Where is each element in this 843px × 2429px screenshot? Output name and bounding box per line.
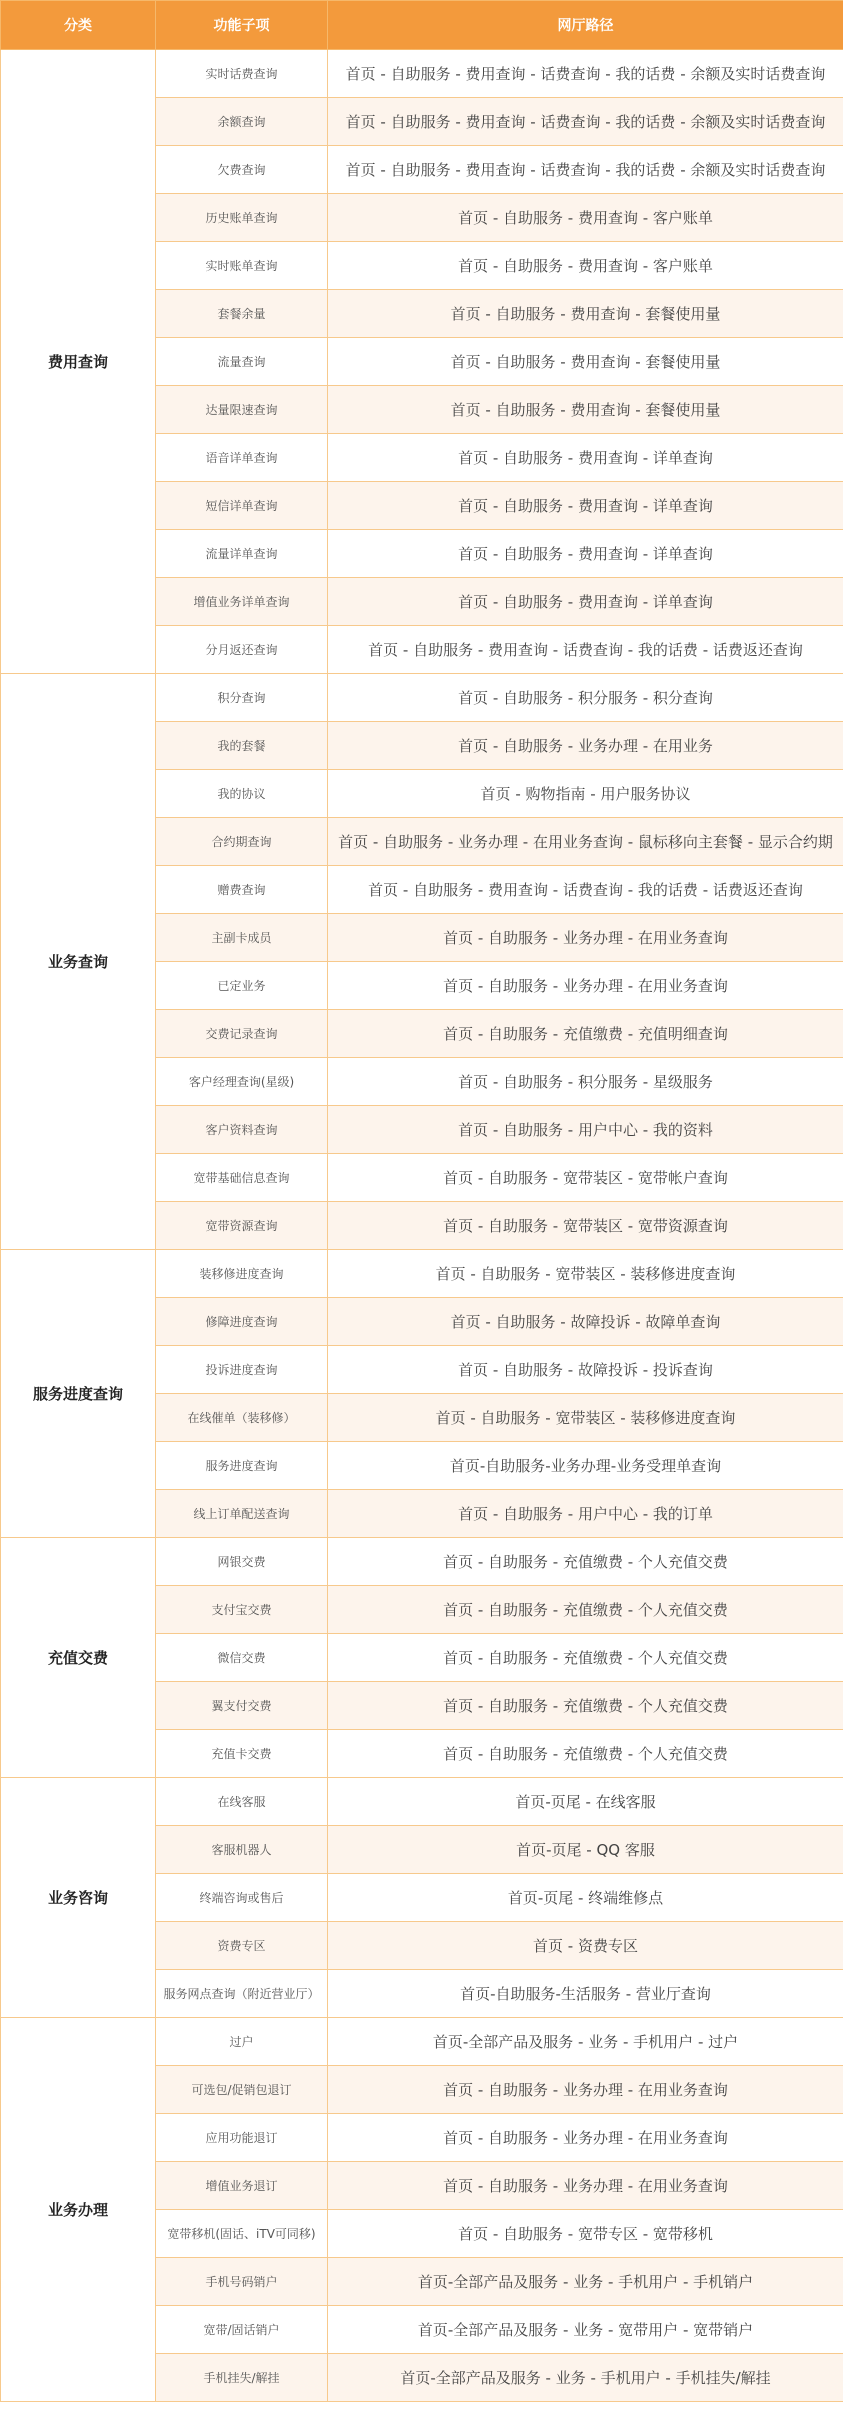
item-cell: 线上订单配送查询 bbox=[156, 1490, 328, 1538]
path-cell: 首页 - 自助服务 - 费用查询 - 话费查询 - 我的话费 - 话费返还查询 bbox=[328, 626, 843, 674]
path-cell: 首页 - 自助服务 - 充值缴费 - 个人充值交费 bbox=[328, 1730, 843, 1778]
item-cell: 装移修进度查询 bbox=[156, 1250, 328, 1298]
item-cell: 欠费查询 bbox=[156, 146, 328, 194]
category-cell: 业务查询 bbox=[1, 674, 156, 1250]
item-cell: 服务网点查询（附近营业厅） bbox=[156, 1970, 328, 2018]
item-cell: 我的协议 bbox=[156, 770, 328, 818]
path-cell: 首页-全部产品及服务 - 业务 - 手机用户 - 过户 bbox=[328, 2018, 843, 2066]
item-cell: 宽带移机(固话、iTV可同移) bbox=[156, 2210, 328, 2258]
item-cell: 主副卡成员 bbox=[156, 914, 328, 962]
path-cell: 首页 - 自助服务 - 充值缴费 - 个人充值交费 bbox=[328, 1634, 843, 1682]
item-cell: 手机号码销户 bbox=[156, 2258, 328, 2306]
path-cell: 首页 - 自助服务 - 积分服务 - 星级服务 bbox=[328, 1058, 843, 1106]
item-cell: 支付宝交费 bbox=[156, 1586, 328, 1634]
item-cell: 积分查询 bbox=[156, 674, 328, 722]
item-cell: 修障进度查询 bbox=[156, 1298, 328, 1346]
item-cell: 客户资料查询 bbox=[156, 1106, 328, 1154]
table-row bbox=[1, 1778, 843, 1826]
path-cell: 首页 - 自助服务 - 业务办理 - 在用业务查询 bbox=[328, 962, 843, 1010]
path-cell: 首页 - 资费专区 bbox=[328, 1922, 843, 1970]
table-body bbox=[1, 50, 843, 2402]
item-cell: 微信交费 bbox=[156, 1634, 328, 1682]
category-cell: 业务咨询 bbox=[1, 1778, 156, 2018]
item-cell: 宽带/固话销户 bbox=[156, 2306, 328, 2354]
item-cell: 套餐余量 bbox=[156, 290, 328, 338]
path-cell: 首页 - 自助服务 - 充值缴费 - 个人充值交费 bbox=[328, 1586, 843, 1634]
path-cell: 首页-全部产品及服务 - 业务 - 手机用户 - 手机挂失/解挂 bbox=[328, 2354, 843, 2402]
table-row bbox=[1, 2018, 843, 2066]
item-cell: 可选包/促销包退订 bbox=[156, 2066, 328, 2114]
path-cell: 首页-页尾 - 终端维修点 bbox=[328, 1874, 843, 1922]
path-cell: 首页 - 自助服务 - 费用查询 - 详单查询 bbox=[328, 530, 843, 578]
item-cell: 合约期查询 bbox=[156, 818, 328, 866]
path-cell: 首页 - 自助服务 - 宽带专区 - 宽带移机 bbox=[328, 2210, 843, 2258]
item-cell: 应用功能退订 bbox=[156, 2114, 328, 2162]
path-cell: 首页 - 自助服务 - 费用查询 - 套餐使用量 bbox=[328, 386, 843, 434]
path-cell: 首页 - 自助服务 - 充值缴费 - 充值明细查询 bbox=[328, 1010, 843, 1058]
path-cell: 首页 - 自助服务 - 宽带装区 - 宽带帐户查询 bbox=[328, 1154, 843, 1202]
path-cell: 首页 - 自助服务 - 费用查询 - 客户账单 bbox=[328, 242, 843, 290]
item-cell: 分月返还查询 bbox=[156, 626, 328, 674]
path-cell: 首页 - 购物指南 - 用户服务协议 bbox=[328, 770, 843, 818]
path-cell: 首页 - 自助服务 - 费用查询 - 套餐使用量 bbox=[328, 290, 843, 338]
path-cell: 首页 - 自助服务 - 费用查询 - 客户账单 bbox=[328, 194, 843, 242]
item-cell: 在线客服 bbox=[156, 1778, 328, 1826]
item-cell: 我的套餐 bbox=[156, 722, 328, 770]
item-cell: 网银交费 bbox=[156, 1538, 328, 1586]
path-cell: 首页-自助服务-生活服务 - 营业厅查询 bbox=[328, 1970, 843, 2018]
path-cell: 首页 - 自助服务 - 宽带装区 - 装移修进度查询 bbox=[328, 1250, 843, 1298]
path-cell: 首页 - 自助服务 - 费用查询 - 详单查询 bbox=[328, 578, 843, 626]
path-cell: 首页 - 自助服务 - 费用查询 - 话费查询 - 我的话费 - 余额及实时话费查询 bbox=[328, 98, 843, 146]
item-cell: 终端咨询或售后 bbox=[156, 1874, 328, 1922]
table-row bbox=[1, 1250, 843, 1298]
path-cell: 首页 - 自助服务 - 充值缴费 - 个人充值交费 bbox=[328, 1538, 843, 1586]
item-cell: 赠费查询 bbox=[156, 866, 328, 914]
item-cell: 流量详单查询 bbox=[156, 530, 328, 578]
table-row bbox=[1, 50, 843, 98]
path-cell: 首页-页尾 - QQ 客服 bbox=[328, 1826, 843, 1874]
table-header-row bbox=[1, 1, 843, 50]
category-cell: 服务进度查询 bbox=[1, 1250, 156, 1538]
item-cell: 手机挂失/解挂 bbox=[156, 2354, 328, 2402]
item-cell: 短信详单查询 bbox=[156, 482, 328, 530]
item-cell: 服务进度查询 bbox=[156, 1442, 328, 1490]
item-cell: 翼支付交费 bbox=[156, 1682, 328, 1730]
header-path: 网厅路径 bbox=[328, 1, 843, 50]
path-cell: 首页-页尾 - 在线客服 bbox=[328, 1778, 843, 1826]
table-row bbox=[1, 674, 843, 722]
path-cell: 首页 - 自助服务 - 宽带装区 - 装移修进度查询 bbox=[328, 1394, 843, 1442]
item-cell: 实时话费查询 bbox=[156, 50, 328, 98]
category-cell: 业务办理 bbox=[1, 2018, 156, 2402]
item-cell: 过户 bbox=[156, 2018, 328, 2066]
item-cell: 增值业务退订 bbox=[156, 2162, 328, 2210]
path-cell: 首页 - 自助服务 - 业务办理 - 在用业务查询 bbox=[328, 2114, 843, 2162]
path-cell: 首页 - 自助服务 - 充值缴费 - 个人充值交费 bbox=[328, 1682, 843, 1730]
path-cell: 首页 - 自助服务 - 业务办理 - 在用业务查询 bbox=[328, 914, 843, 962]
path-cell: 首页 - 自助服务 - 费用查询 - 话费查询 - 我的话费 - 余额及实时话费查询 bbox=[328, 50, 843, 98]
item-cell: 流量查询 bbox=[156, 338, 328, 386]
item-cell: 已定业务 bbox=[156, 962, 328, 1010]
path-cell: 首页 - 自助服务 - 业务办理 - 在用业务 bbox=[328, 722, 843, 770]
item-cell: 投诉进度查询 bbox=[156, 1346, 328, 1394]
table-row bbox=[1, 1538, 843, 1586]
item-cell: 历史账单查询 bbox=[156, 194, 328, 242]
path-cell: 首页 - 自助服务 - 积分服务 - 积分查询 bbox=[328, 674, 843, 722]
item-cell: 资费专区 bbox=[156, 1922, 328, 1970]
path-cell: 首页 - 自助服务 - 用户中心 - 我的资料 bbox=[328, 1106, 843, 1154]
path-cell: 首页-全部产品及服务 - 业务 - 手机用户 - 手机销户 bbox=[328, 2258, 843, 2306]
path-cell: 首页 - 自助服务 - 费用查询 - 套餐使用量 bbox=[328, 338, 843, 386]
path-cell: 首页 - 自助服务 - 费用查询 - 详单查询 bbox=[328, 434, 843, 482]
item-cell: 在线催单（装移修） bbox=[156, 1394, 328, 1442]
path-cell: 首页 - 自助服务 - 故障投诉 - 故障单查询 bbox=[328, 1298, 843, 1346]
path-cell: 首页 - 自助服务 - 业务办理 - 在用业务查询 - 鼠标移向主套餐 - 显示合约期 bbox=[328, 818, 843, 866]
item-cell: 语音详单查询 bbox=[156, 434, 328, 482]
item-cell: 交费记录查询 bbox=[156, 1010, 328, 1058]
path-cell: 首页 - 自助服务 - 费用查询 - 话费查询 - 我的话费 - 话费返还查询 bbox=[328, 866, 843, 914]
item-cell: 达量限速查询 bbox=[156, 386, 328, 434]
category-cell: 充值交费 bbox=[1, 1538, 156, 1778]
item-cell: 增值业务详单查询 bbox=[156, 578, 328, 626]
item-cell: 宽带资源查询 bbox=[156, 1202, 328, 1250]
header-item: 功能子项 bbox=[156, 1, 328, 50]
path-cell: 首页 - 自助服务 - 故障投诉 - 投诉查询 bbox=[328, 1346, 843, 1394]
item-cell: 充值卡交费 bbox=[156, 1730, 328, 1778]
path-cell: 首页 - 自助服务 - 宽带装区 - 宽带资源查询 bbox=[328, 1202, 843, 1250]
path-cell: 首页-全部产品及服务 - 业务 - 宽带用户 - 宽带销户 bbox=[328, 2306, 843, 2354]
category-cell: 费用查询 bbox=[1, 50, 156, 674]
item-cell: 余额查询 bbox=[156, 98, 328, 146]
path-cell: 首页 - 自助服务 - 费用查询 - 详单查询 bbox=[328, 482, 843, 530]
item-cell: 客服机器人 bbox=[156, 1826, 328, 1874]
path-cell: 首页-自助服务-业务办理-业务受理单查询 bbox=[328, 1442, 843, 1490]
header-category: 分类 bbox=[1, 1, 156, 50]
path-cell: 首页 - 自助服务 - 业务办理 - 在用业务查询 bbox=[328, 2066, 843, 2114]
path-cell: 首页 - 自助服务 - 用户中心 - 我的订单 bbox=[328, 1490, 843, 1538]
item-cell: 客户经理查询(星级) bbox=[156, 1058, 328, 1106]
path-cell: 首页 - 自助服务 - 费用查询 - 话费查询 - 我的话费 - 余额及实时话费查询 bbox=[328, 146, 843, 194]
path-cell: 首页 - 自助服务 - 业务办理 - 在用业务查询 bbox=[328, 2162, 843, 2210]
item-cell: 实时账单查询 bbox=[156, 242, 328, 290]
item-cell: 宽带基础信息查询 bbox=[156, 1154, 328, 1202]
